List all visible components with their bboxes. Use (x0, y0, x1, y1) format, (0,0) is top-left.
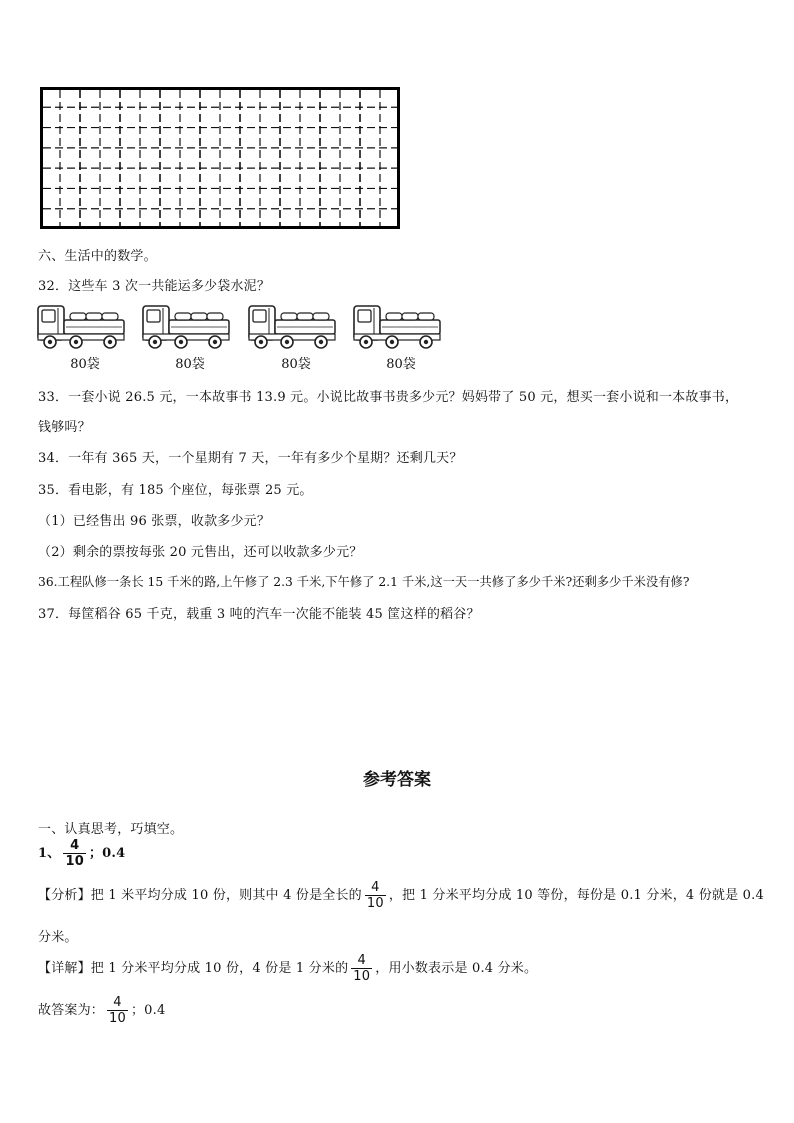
section-6-heading: 六、生活中的数学。 (38, 249, 157, 264)
question-33-line-1: 33．一套小说 26.5 元，一本故事书 13.9 元。小说比故事书贵多少元？妈妈带了 50 元，想买一套小说和一本故事书， (38, 390, 739, 405)
question-35-part-1: （1）已经售出 96 张票，收款多少元？ (38, 514, 271, 529)
final-answer-line (38, 995, 165, 1026)
question-37: 37．每筐稻谷 65 千克，载重 3 吨的汽车一次能不能装 45 筐这样的稻谷？ (38, 607, 480, 622)
question-35-part-2: （2）剩余的票按每张 20 元售出，还可以收款多少元？ (38, 545, 363, 560)
fraction-denominator: 10 (109, 1011, 126, 1026)
detail-text-b: ，用小数表示是 0.4 分米。 (375, 961, 538, 976)
fraction-numerator: 4 (63, 838, 86, 854)
analysis-line-2: 分米。 (38, 930, 78, 945)
question-35: 35．看电影，有 185 个座位，每张票 25 元。 (38, 483, 313, 498)
truck-label-2: 80袋 (175, 357, 205, 372)
answers-title: 参考答案 (363, 770, 431, 790)
analysis-line-1 (38, 880, 764, 911)
fraction-denominator: 10 (353, 969, 371, 984)
truck-label-4: 80袋 (386, 357, 416, 372)
truck-label-3: 80袋 (281, 357, 311, 372)
fraction (365, 880, 386, 911)
fraction-numerator: 4 (365, 880, 386, 896)
answers-section-1: 一、认真思考，巧填空。 (38, 822, 184, 837)
question-34: 34．一年有 365 天，一个星期有 7 天，一年有多少个星期？还剩几天？ (38, 451, 463, 466)
final-text-b: ；0.4 (130, 1003, 166, 1018)
fraction-numerator: 4 (107, 995, 128, 1011)
practice-grid (40, 87, 400, 229)
fraction (63, 838, 86, 869)
detail-text-a: 【详解】把 1 分米平均分成 10 份，4 份是 1 分米的 (38, 961, 349, 976)
truck-icon-2 (141, 300, 233, 356)
truck-icon-4 (352, 300, 444, 356)
question-32: 32．这些车 3 次一共能运多少袋水泥？ (38, 279, 271, 294)
fraction (107, 995, 128, 1026)
fraction-denominator: 10 (65, 854, 84, 869)
final-text-a: 故答案为： (38, 1003, 105, 1018)
answer-1-prefix: 1、 (38, 846, 61, 861)
truck-icon-3 (247, 300, 339, 356)
fraction (351, 953, 372, 984)
truck-label-1: 80袋 (70, 357, 100, 372)
truck-icon-1 (36, 300, 128, 356)
answer-1 (38, 838, 125, 869)
question-36: 36.工程队修一条长 15 千米的路,上午修了 2.3 千米,下午修了 2.1 千米,这一天一共修了多少千米?还剩多少千米没有修? (38, 575, 690, 589)
analysis-text-a: 【分析】把 1 米平均分成 10 份，则其中 4 份是全长的 (38, 888, 362, 903)
analysis-text-b: ，把 1 分米平均分成 10 等份，每份是 0.1 分米，4 份就是 0.4 (388, 888, 764, 903)
question-33-line-2: 钱够吗？ (38, 420, 91, 435)
detail-line (38, 953, 537, 984)
answer-1-suffix: ；0.4 (88, 846, 126, 861)
fraction-numerator: 4 (351, 953, 372, 969)
fraction-denominator: 10 (366, 896, 384, 911)
